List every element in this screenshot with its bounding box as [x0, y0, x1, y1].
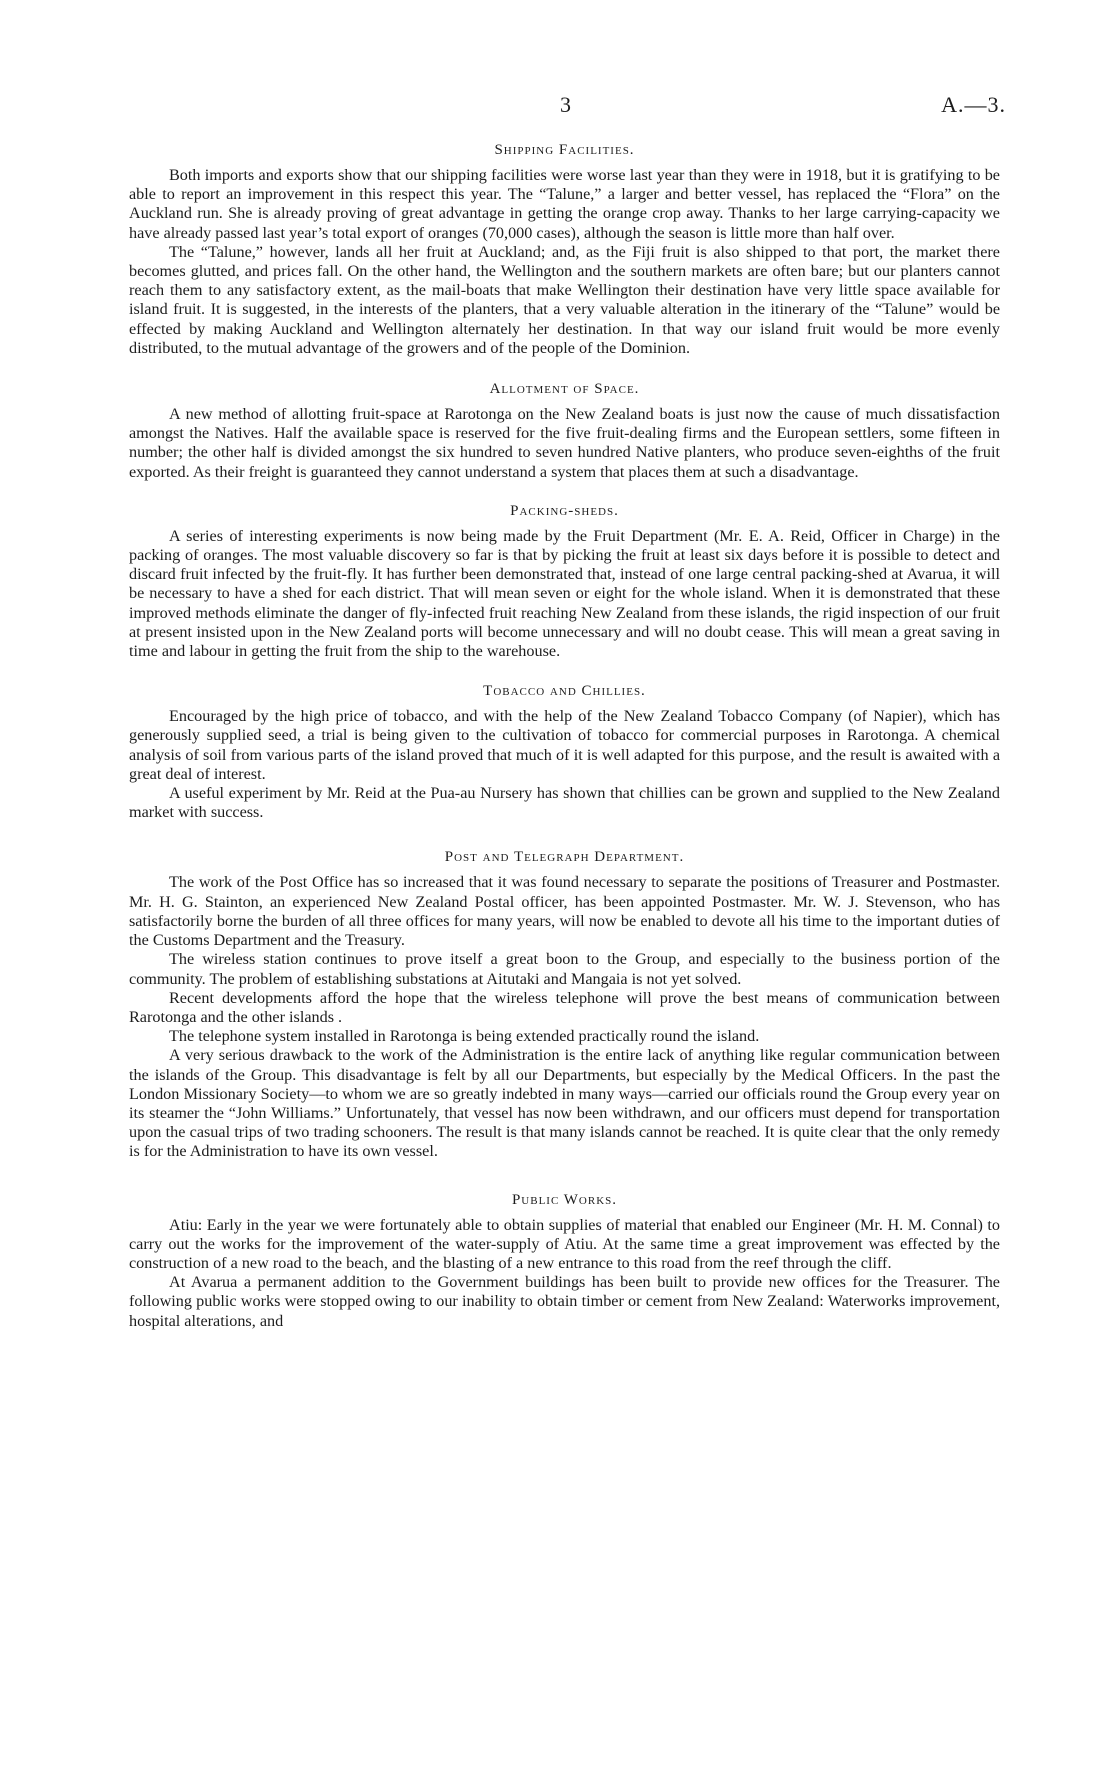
paragraph: The “Talune,” however, lands all her fruit at Auckland; and, as the Fiji fruit is also shipped to that port, the market there becomes glutted, and prices fall. On the other hand, the Wellington and the southern markets are often bare; but our planters cannot reach them to any satisfactory extent, as the mail-boats that make Wellington their destination have very little space available for island fruit. It is suggested, in the interests of the planters, that a very valuable alteration in the itinerary of the “Talune” would be effected by making Auckland and Wellington alternately her destination. In that way our island fruit would be more evenly distributed, to the mutual advantage of the growers and of the people of the Dominion. — [129, 242, 1000, 357]
section-shipping-facilities — [129, 140, 1000, 358]
paragraph: The telephone system installed in Rarotonga is being extended practically round the island. — [169, 1027, 760, 1046]
section-heading: Packing-sheds. — [510, 502, 619, 519]
paragraph: Atiu: Early in the year we were fortunately able to obtain supplies of material that enabled our Engineer (Mr. H. M. Connal) to carry out the works for the improvement of the water-supply of Atiu. At the same time a great improvement was effected by the construction of a new road to the beach, and the blasting of a new entrance to this road from the reef through the cliff. — [129, 1215, 1000, 1272]
section-public-works — [129, 1190, 1000, 1331]
page-number: 3 — [560, 92, 571, 117]
document-body — [129, 140, 1000, 1351]
section-heading: Tobacco and Chillies. — [483, 683, 646, 700]
paragraph: The work of the Post Office has so increased that it was found necessary to separate the positions of Treasurer and Postmaster. Mr. H. G. Stainton, an experienced New Zealand Postal officer, has been appointed Postmaster. Mr. W. J. Stevenson, who has satisfactorily borne the burden of all three offices for many years, will now be enabled to devote all his time to the important duties of the Customs Department and the Treasury. — [129, 873, 1000, 950]
paragraph: A series of interesting experiments is now being made by the Fruit Department (Mr. E. A. Reid, Officer in Charge) in the packing of oranges. The most valuable discovery so far is that by picking the fruit at least six days before it is possible to detect and discard fruit infected by the fruit-fly. It has further been demonstrated that, instead of one large central packing-shed at Avarua, it will be necessary to have a shed for each district. That will mean seven or eight for the whole island. When it is demonstrated that these improved methods eliminate the danger of fly-infected fruit reaching New Zealand from these islands, the rigid inspection of our fruit at present insisted upon in the New Zealand ports will become unnecessary and will no doubt cease. This will mean a great saving in time and labour in getting the fruit from the ship to the warehouse. — [129, 526, 1000, 661]
section-packing-sheds — [129, 501, 1000, 661]
paragraph: At Avarua a permanent addition to the Government buildings has been built to provide new offices for the Treasurer. The following public works were stopped owing to our inability to obtain timber or cement from New Zealand: Waterworks improvement, hospital alterations, and — [129, 1273, 1000, 1330]
paragraph: The wireless station continues to prove itself a great boon to the Group, and especially to the business portion of the community. The problem of establishing substations at Aitutaki and Mangaia is not yet solved. — [129, 950, 1000, 988]
paragraph: A very serious drawback to the work of the Administration is the entire lack of anything like regular communication between the islands of the Group. This disadvantage is felt by all our Departments, but especially by the Medical Officers. In the past the London Missionary Society—to whom we are so greatly indebted in many ways—carried our officials round the Group every year on its steamer the “John Williams.” Unfortunately, that vessel has now been withdrawn, and our officers must depend for transportation upon the casual trips of two trading schooners. The result is that many islands cannot be reached. It is quite clear that the only remedy is for the Administration to have its own vessel. — [129, 1046, 1000, 1161]
section-heading: Post and Telegraph Department. — [444, 849, 685, 866]
section-heading: Allotment of Space. — [489, 381, 640, 398]
section-heading: Public Works. — [511, 1191, 618, 1208]
section-heading: Shipping Facilities. — [494, 142, 635, 158]
document-reference: A.—3. — [941, 92, 1006, 117]
section-tobacco-and-chillies — [129, 681, 1000, 822]
section-post-and-telegraph — [129, 847, 1000, 1161]
section-allotment-of-space — [129, 379, 1000, 482]
paragraph: Both imports and exports show that our shipping facilities were worse last year than they were in 1918, but it is gratifying to be able to report an improvement in this respect this year. The “Talune,” a larger and better vessel, has replaced the “Flora” on the Auckland run. She is already proving of great advantage in getting the orange crop away. Thanks to her large carrying-capacity we have already passed last year’s total export of oranges (70,000 cases), although the season is little more than half over. — [129, 166, 1000, 242]
paragraph: Encouraged by the high price of tobacco, and with the help of the New Zealand Tobacco Company (of Napier), which has generously supplied seed, a trial is being given to the cultivation of tobacco for commercial purposes in Rarotonga. A chemical analysis of soil from various parts of the island proved that much of it is well adapted for this purpose, and the result is awaited with a great deal of interest. — [129, 707, 1000, 783]
paragraph: A useful experiment by Mr. Reid at the Pua-au Nursery has shown that chillies can be grown and supplied to the New Zealand market with success. — [129, 784, 1000, 822]
paragraph: Recent developments afford the hope that the wireless telephone will prove the best means of communication between Rarotonga and the other islands . — [129, 988, 1000, 1026]
paragraph: A new method of allotting fruit-space at Rarotonga on the New Zealand boats is just now the cause of much dissatisfaction amongst the Natives. Half the available space is reserved for the five fruit-dealing firms and the European settlers, some fifteen in number; the other half is divided amongst the six hundred to seven hundred Native planters, who produce seven-eighths of the fruit exported. As their freight is guaranteed they cannot understand a system that places them at such a disadvantage. — [129, 405, 1000, 481]
